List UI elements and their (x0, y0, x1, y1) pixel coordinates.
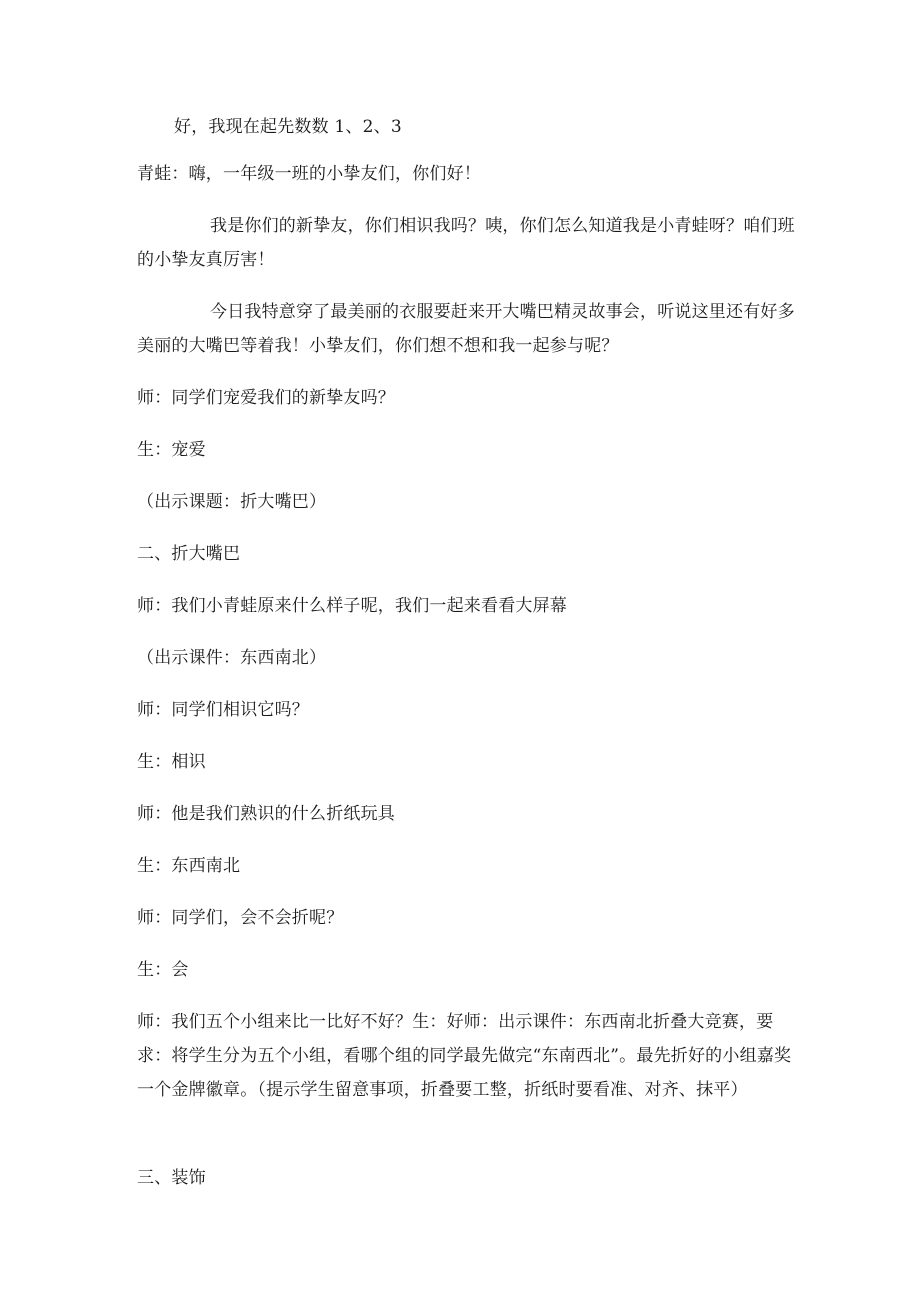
section-heading-2: 二、折大嘴巴 (137, 544, 241, 564)
paragraph-new-friend: 我是你们的新挚友，你们相识我吗？咦，你们怎么知道我是小青蛙呀？咱们班的小挚友真厉害！ (137, 216, 795, 270)
paragraph-student-answer-1: 生：宠爱 (137, 440, 206, 460)
paragraph-competition: 师：我们五个小组来比一比好不好？生：好师：出示课件：东西南北折叠大竞赛，要求：将学生分为五个小组，看哪个组的同学最先做完“东南西北”。最先折好的小组嘉奖一个金牌徽章。（提示学生留意事项，折叠要工整，折纸时要看准、对齐、抹平） (137, 1012, 792, 1100)
section-heading-3: 三、装饰 (137, 1168, 206, 1188)
paragraph-student-answer-4: 生：会 (137, 960, 189, 980)
paragraph-show-topic: （出示课题：折大嘴巴） (137, 492, 327, 512)
paragraph-story-meeting: 今日我特意穿了最美丽的衣服要赶来开大嘴巴精灵故事会，听说这里还有好多美丽的大嘴巴等着我！小挚友们，你们想不想和我一起参与呢？ (137, 302, 795, 356)
paragraph-show-courseware: （出示课件：东西南北） (137, 648, 327, 668)
paragraph-student-answer-3: 生：东西南北 (137, 856, 241, 876)
paragraph-counting: 好，我现在起先数数 1、2、3 (174, 117, 402, 137)
paragraph-frog-greeting: 青蛙：嗨，一年级一班的小挚友们，你们好！ (137, 164, 481, 184)
paragraph-teacher-question-1: 师：同学们宠爱我们的新挚友吗？ (137, 388, 395, 408)
paragraph-student-answer-2: 生：相识 (137, 752, 206, 772)
paragraph-teacher-question-4: 师：同学们，会不会折呢？ (137, 908, 344, 928)
paragraph-teacher-screen: 师：我们小青蛙原来什么样子呢，我们一起来看看大屏幕 (137, 596, 567, 616)
paragraph-teacher-question-3: 师：他是我们熟识的什么折纸玩具 (137, 804, 395, 824)
paragraph-teacher-question-2: 师：同学们相识它吗？ (137, 700, 309, 720)
